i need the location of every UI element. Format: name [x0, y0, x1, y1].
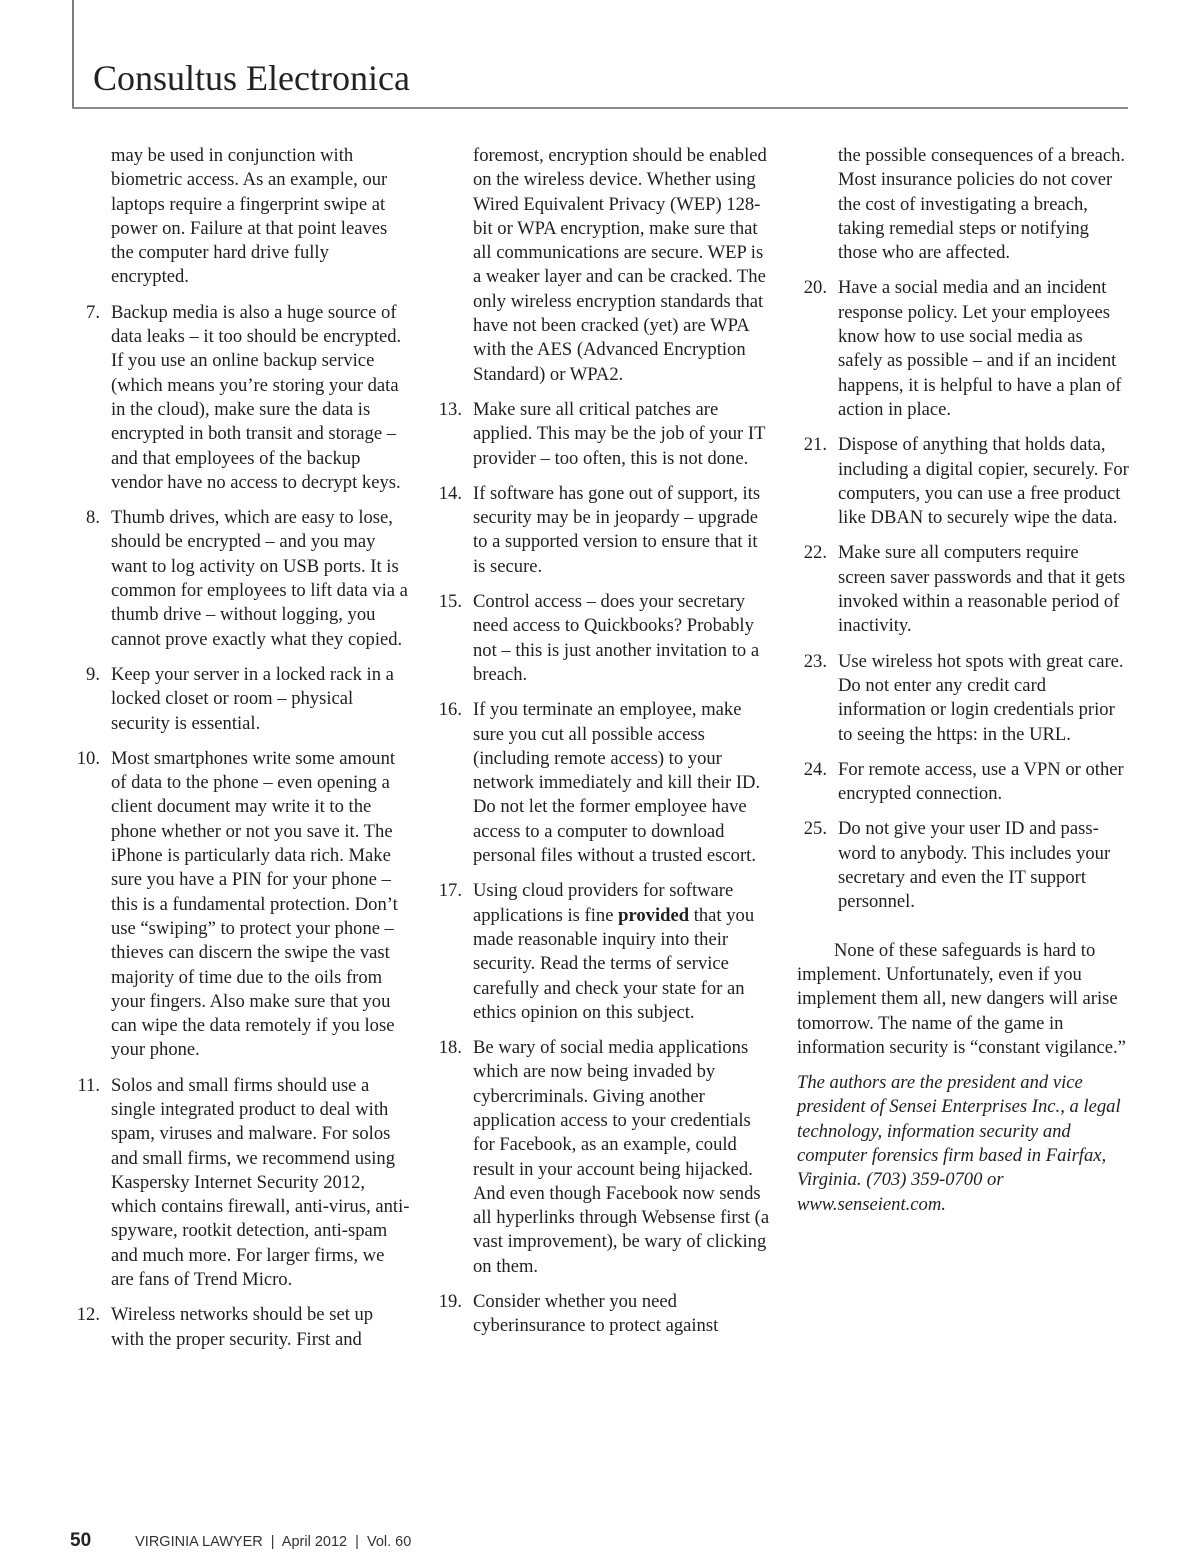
- item-text: Wireless networks should be set up with the proper security. First and: [111, 1304, 374, 1350]
- column-1: [70, 144, 410, 1363]
- list-item: [432, 482, 774, 579]
- item-number: 11.: [77, 1074, 100, 1096]
- column-2: [432, 144, 774, 1350]
- item-text-end: that you made reasonable inquiry into their security. Read the terms of service carefully and check your state for an ethics opinion on this subject.: [473, 904, 755, 1023]
- item-text: Most smartphones write some amount of data to the phone – even opening a client document may write it to the phone whether or not you save it. The iPhone is particularly data rich. Make sure you have a PIN for your phone – this is a fundamental protection. Don’t use “swiping” to protect your phone – thieves can discern the swipe the vast majority of time due to the oils from your fingers. Also make sure that you can wipe the data remotely if you lose your phone.: [111, 747, 398, 1061]
- item-number: 25.: [803, 818, 827, 840]
- header-horizontal-rule: [72, 107, 1128, 109]
- item-number: 14.: [438, 482, 462, 504]
- item-number: 24.: [803, 758, 827, 780]
- item-number: 12.: [76, 1304, 100, 1326]
- item-number: 8.: [86, 507, 100, 529]
- item-text: Use wireless hot spots with great care. Do not enter any credit card information or login credentials prior to seeing the https: in the URL.: [838, 650, 1124, 745]
- page-footer: [70, 1530, 411, 1552]
- list-item: [432, 698, 774, 868]
- item-number: 16.: [438, 699, 462, 721]
- item-number: 19.: [438, 1291, 462, 1313]
- continued-text: foremost, encryption should be enabled on the wireless device. Whether using Wired Equivalent Privacy (WEP) 128-bit or WPA encryption, make sure that all communications are secure. WEP is a weaker layer and can be cracked. The only wireless encryption standards that have not been cracked (yet) are WPA with the AES (Advanced Encryption Standard) or WPA2.: [473, 145, 767, 385]
- item-text: Backup media is also a huge source of data leaks – it too should be encrypted. If you use an online backup service (which means you’re storing your data in the cloud), make sure the data is encrypted in both transit and storage – and that employees of the backup vendor have no access to decrypt keys.: [111, 301, 402, 493]
- item-text: If you terminate an employee, make sure you cut all possible access (including remote access) to your network immediately and kill their ID. Do not let the former employee have access to a computer to download personal files without a trusted escort.: [473, 699, 761, 867]
- page-title: Consultus Electronica: [93, 58, 410, 98]
- list-item: [797, 817, 1130, 914]
- continued-text: the possible consequences of a breach. Most insurance policies do not cover the cost of investigating a breach, taking remedial steps or notifying those who are affected.: [838, 145, 1126, 264]
- author-bio: The authors are the president and vice president of Sensei Enterprises Inc., a legal technology, information security and computer forensics firm based in Fairfax, Virginia. (703) 359-0700 or www.senseient.com.: [797, 1072, 1121, 1215]
- publication-info: VIRGINIA LAWYER | April 2012 | Vol. 60: [135, 1534, 412, 1550]
- list-item: [797, 541, 1130, 638]
- list-item: [797, 433, 1130, 530]
- list-item: [797, 276, 1130, 422]
- item-text-start: Using cloud providers for software applications is fine: [473, 880, 734, 926]
- item-text: For remote access, use a VPN or other encrypted connection.: [838, 758, 1124, 805]
- list-item: [432, 879, 774, 1025]
- list-item: [70, 506, 410, 652]
- item-text-bold: provided: [618, 904, 690, 926]
- item-text: Do not give your user ID and password to anybody. This includes your secretary and even the IT support personnel.: [838, 818, 1111, 913]
- list-item: [70, 663, 410, 736]
- item-number: 22.: [803, 542, 827, 564]
- list-item: [432, 1036, 774, 1279]
- list-item: [432, 398, 774, 471]
- item-text: Dispose of anything that holds data, including a digital copier, securely. For computers, you can use a free product like DBAN to securely wipe the data.: [838, 434, 1129, 529]
- item-number: 13.: [438, 398, 462, 420]
- list-item: [432, 1290, 774, 1339]
- item-text: Thumb drives, which are easy to lose, should be encrypted – and you may want to log activity on USB ports. It is common for employees to lift data via a thumb drive – without logging, you cannot prove exactly what they copied.: [111, 507, 408, 650]
- item-number: 18.: [438, 1037, 462, 1059]
- item-text: Consider whether you need cyberinsurance to protect against: [473, 1291, 719, 1337]
- item-number: 21.: [803, 434, 827, 456]
- list-item: [797, 650, 1130, 747]
- list-item: [797, 758, 1130, 807]
- list-item: [432, 590, 774, 687]
- item-number: 9.: [86, 663, 100, 685]
- item-number: 7.: [86, 301, 100, 323]
- item-text: If software has gone out of support, its security may be in jeopardy – upgrade to a supported version to ensure that it is secure.: [473, 482, 761, 577]
- list-item: [70, 301, 410, 495]
- item-number: 20.: [803, 277, 827, 299]
- item-text: Control access – does your secretary need access to Quickbooks? Probably not – this is just another invitation to a breach.: [473, 591, 760, 685]
- continued-text: may be used in conjunction with biometric access. As an example, our laptops require a fingerprint swipe at power on. Failure at that point leaves the computer hard drive fully encrypted.: [111, 145, 388, 288]
- page-number: 50: [70, 1530, 92, 1551]
- item-number: 15.: [438, 591, 462, 613]
- item-text: Be wary of social media applications which are now being invaded by cybercriminals. Giving another application access to your credentials for Facebook, as an example, could result in your account being hijacked. And even though Facebook now sends all hyperlinks through Websense first (a vast improvement), be wary of clicking on them.: [473, 1037, 770, 1277]
- header-vertical-rule: [72, 0, 74, 108]
- list-item: [70, 1074, 410, 1293]
- item-number: 10.: [76, 747, 100, 769]
- list-item: [70, 1303, 410, 1352]
- item-number: 17.: [438, 880, 462, 902]
- column-3: [797, 144, 1130, 1217]
- closing-paragraph: None of these safeguards is hard to implement. Unfortunately, even if you implement them all, new dangers will arise tomorrow. The name of the game in information security is “constant vigilance.”: [797, 939, 1126, 1058]
- item-text: Make sure all critical patches are applied. This may be the job of your IT provider – too often, this is not done.: [473, 398, 766, 469]
- list-item: [70, 747, 410, 1063]
- item-text: Solos and small firms should use a single integrated product to deal with spam, viruses and malware. For solos and small firms, we recommend using Kaspersky Internet Security 2012, which contains firewall, anti-virus, anti-spyware, rootkit detection, anti-spam and much more. For larger firms, we are fans of Trend Micro.: [111, 1074, 410, 1291]
- item-number: 23.: [803, 650, 827, 672]
- item-text: Make sure all computers require screen saver passwords and that it gets invoked within a reasonable period of inactivity.: [838, 542, 1126, 637]
- item-text: Keep your server in a locked rack in a locked closet or room – physical security is essential.: [111, 663, 394, 734]
- item-text: Have a social media and an incident response policy. Let your employees know how to use social media as safely as possible – and if an incident happens, it is helpful to have a plan of action in place.: [838, 277, 1122, 420]
